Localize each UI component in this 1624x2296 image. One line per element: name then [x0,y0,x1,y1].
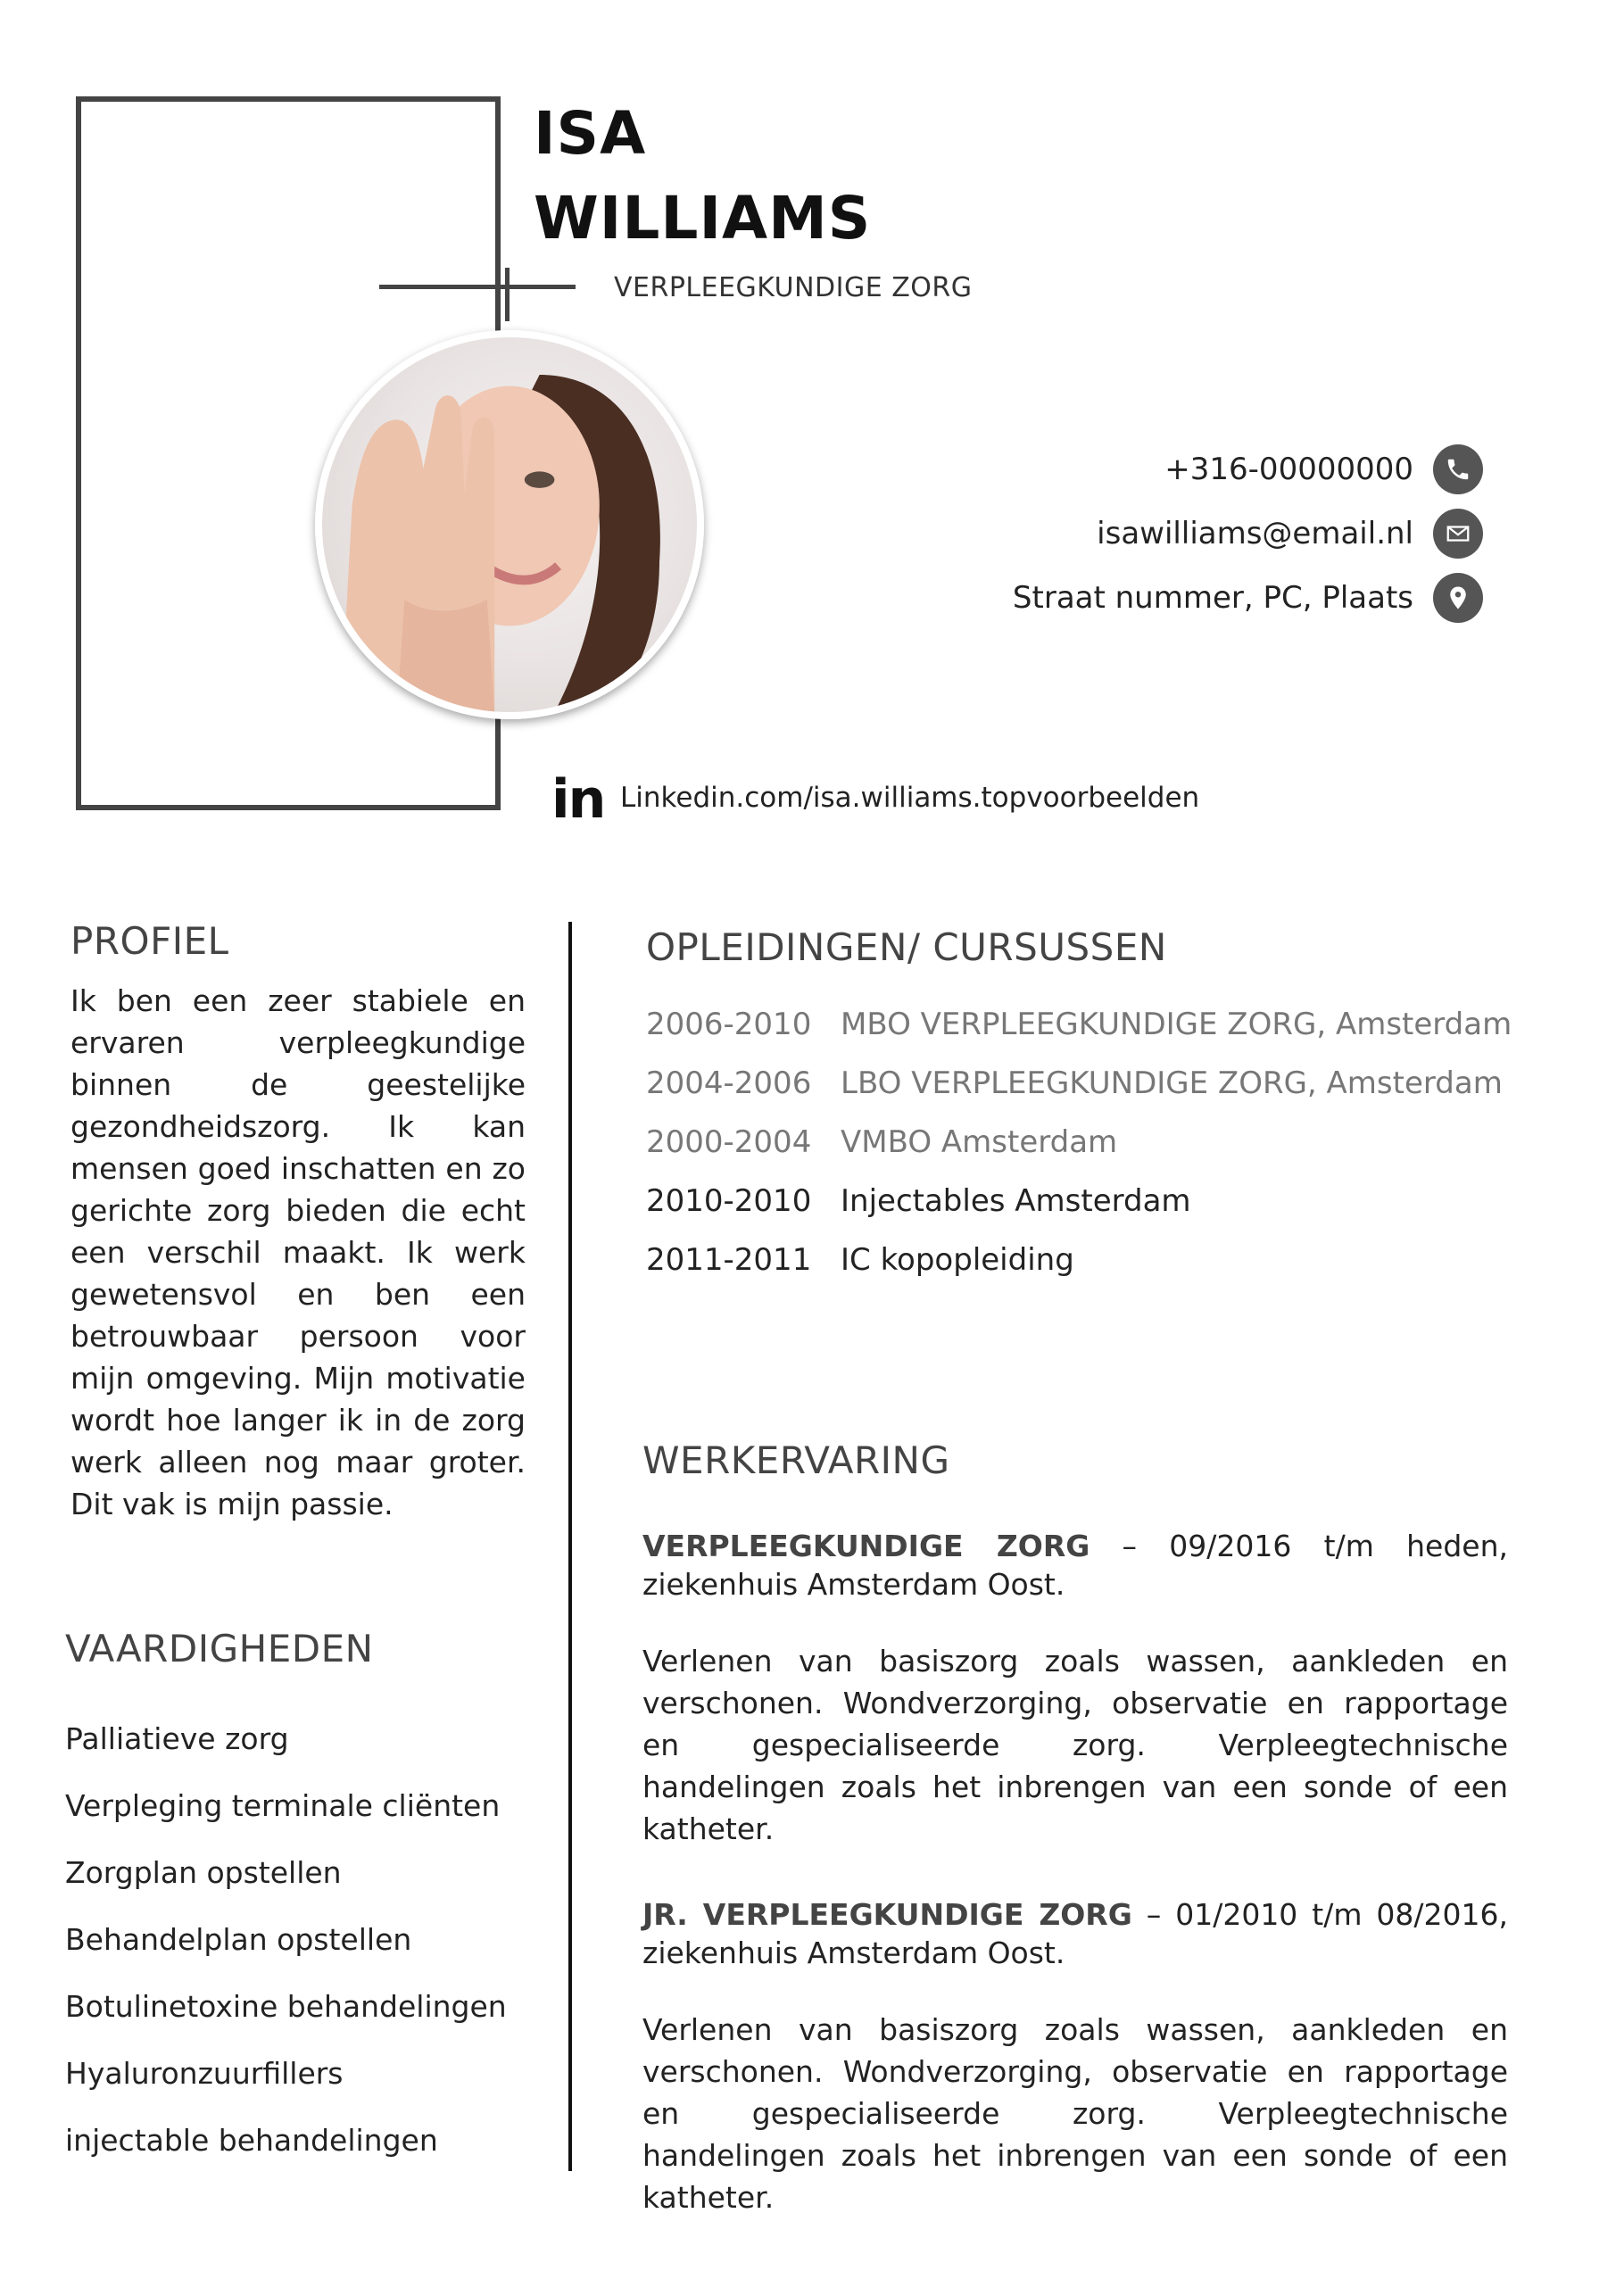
job-description: Verlenen van basiszorg zoals wassen, aankleden en verschonen. Wondverzorging, observatie en rapportage en gespecialiseerde zorg. Verpleegtechnische handelingen zoals het inbrengen van een sonde of een katheter. [642,1644,1508,1846]
column-divider [568,922,572,2171]
job-details: – 09/2016 t/m heden, ziekenhuis Amsterdam Oost. [642,1529,1508,1602]
education-years: 2000-2004 [646,1124,812,1160]
skill-item: Botulinetoxine behandelingen [65,1989,507,2024]
job-title: JR. VERPLEEGKUNDIGE ZORG [642,1897,1132,1932]
header-frame-stub [505,268,510,321]
education-row [646,999,1512,1058]
education-title: VMBO Amsterdam [841,1124,1118,1160]
education-years: 2010-2010 [646,1183,812,1219]
profile-text: Ik ben een zeer stabiele en ervaren verpleegkundige binnen de geestelijke gezondheidszorg. Ik kan mensen goed inschatten en zo gerichte zorg bieden die echt een verschil maakt. Ik werk gewetensvol en ben een betrouwbaar persoon voor mijn omgeving. Mijn motivatie wordt hoe langer ik in de zorg werk alleen nog maar groter. Dit vak is mijn passie. [70,983,526,1521]
education-title: LBO VERPLEEGKUNDIGE ZORG, Amsterdam [841,1065,1503,1101]
profile-heading: PROFIEL [70,919,229,963]
education-years: 2011-2011 [646,1242,812,1278]
profile-photo [315,330,704,719]
education-row [646,1235,1512,1294]
linkedin-link[interactable]: Linkedin.com/isa.williams.topvoorbeelden [620,782,1200,814]
phone-number[interactable]: +316-00000000 [1164,452,1413,487]
contact-phone-row [1164,444,1483,494]
contact-email-row [1097,509,1483,559]
skill-item: Zorgplan opstellen [65,1855,342,1890]
education-years: 2004-2006 [646,1065,812,1101]
job-header [642,1527,1508,1604]
job-subtitle: VERPLEEGKUNDIGE ZORG [614,272,973,303]
skill-item: injectable behandelingen [65,2123,438,2158]
education-title: MBO VERPLEEGKUNDIGE ZORG, Amsterdam [841,1007,1512,1042]
job-header [642,1895,1508,1972]
email-address[interactable]: isawilliams@email.nl [1097,516,1413,551]
education-row [646,1176,1512,1235]
education-list [646,999,1512,1294]
education-heading: OPLEIDINGEN/ CURSUSSEN [646,925,1167,969]
phone-icon [1433,444,1483,494]
education-row [646,1117,1512,1176]
job-details: – 01/2010 t/m 08/2016, ziekenhuis Amsterdam Oost. [642,1897,1508,1970]
job-title: VERPLEEGKUNDIGE ZORG [642,1529,1090,1563]
skill-item: Palliatieve zorg [65,1721,289,1756]
first-name: ISA [534,99,647,168]
skills-heading: VAARDIGHEDEN [65,1627,374,1670]
header-divider-line [379,285,576,289]
education-years: 2006-2010 [646,1007,812,1042]
address: Straat nummer, PC, Plaats [1012,580,1413,616]
work-heading: WERKERVARING [642,1438,950,1482]
job-description: Verlenen van basiszorg zoals wassen, aankleden en verschonen. Wondverzorging, observatie en rapportage en gespecialiseerde zorg. Verpleegtechnische handelingen zoals het inbrengen van een sonde of een katheter. [642,2012,1508,2215]
last-name: WILLIAMS [534,184,872,253]
location-pin-icon [1433,573,1483,623]
education-title: IC kopopleiding [841,1242,1074,1278]
skill-item: Behandelplan opstellen [65,1922,412,1957]
education-title: Injectables Amsterdam [841,1183,1191,1219]
linkedin-icon: in [551,768,605,831]
contact-address-row [1013,573,1483,623]
education-row [646,1058,1512,1117]
skill-item: Verpleging terminale cliënten [65,1788,501,1823]
skill-item: Hyaluronzuurfillers [65,2056,344,2091]
skills-list [65,1720,507,2189]
envelope-icon [1433,509,1483,559]
